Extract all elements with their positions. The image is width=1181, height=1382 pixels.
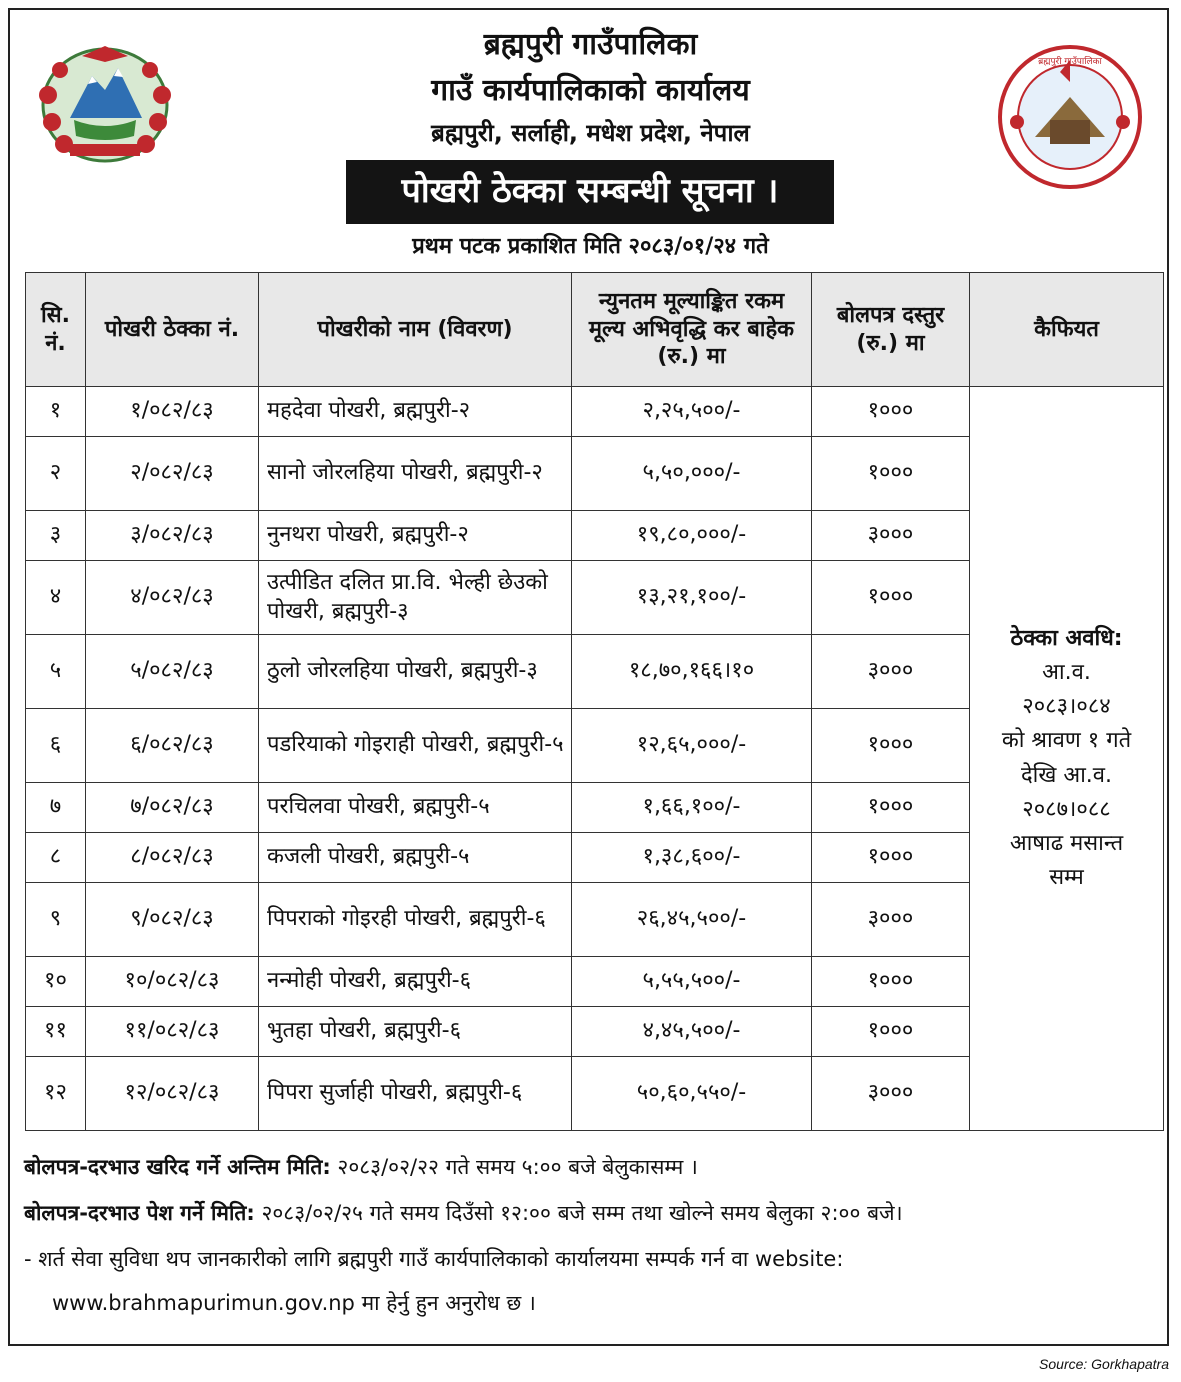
remark-line: देखि आ.व.	[1020, 762, 1113, 788]
cell-serial: ३	[26, 511, 86, 561]
source-credit: Source: Gorkhapatra	[1039, 1356, 1169, 1372]
remark-line: को श्रावण १ गते	[1001, 728, 1132, 754]
cell-serial: ११	[26, 1007, 86, 1057]
cell-contract-no: ६/०८२/८३	[86, 709, 259, 783]
cell-min-amount: ५,५०,०००/-	[572, 437, 812, 511]
cell-bid-fee: ३०००	[812, 883, 970, 957]
pond-contract-table	[25, 272, 1164, 1131]
cell-serial: २	[26, 437, 86, 511]
header-bid-fee: बोलपत्र दस्तुर (रु.) मा	[812, 273, 970, 387]
cell-serial: ६	[26, 709, 86, 783]
cell-serial: ८	[26, 833, 86, 883]
cell-contract-no: ११/०८२/८३	[86, 1007, 259, 1057]
purchase-label: बोलपत्र-दरभाउ खरिद गर्ने अन्तिम मिति:	[24, 1155, 331, 1179]
cell-min-amount: १,३८,६००/-	[572, 833, 812, 883]
cell-bid-fee: ३०००	[812, 511, 970, 561]
cell-serial: ७	[26, 783, 86, 833]
website-note: www.brahmapurimun.gov.np मा हेर्नु हुन अनुरोध छ ।	[52, 1291, 536, 1315]
cell-pond-name: उत्पीडित दलित प्रा.वि. भेल्ही छेउको पोखरी, ब्रह्मपुरी-३	[259, 561, 572, 635]
cell-pond-name: महदेवा पोखरी, ब्रह्मपुरी-२	[259, 387, 572, 437]
remark-line: आ.व.	[1042, 660, 1091, 686]
cell-remarks	[970, 387, 1164, 1131]
notice-title: पोखरी ठेक्का सम्बन्धी सूचना ।	[346, 160, 834, 224]
purchase-deadline	[24, 1153, 1164, 1181]
cell-pond-name: भुतहा पोखरी, ब्रह्मपुरी-६	[259, 1007, 572, 1057]
cell-contract-no: ५/०८२/८३	[86, 635, 259, 709]
cell-min-amount: ५,५५,५००/-	[572, 957, 812, 1007]
cell-bid-fee: ३०००	[812, 635, 970, 709]
cell-serial: १०	[26, 957, 86, 1007]
cell-bid-fee: १०००	[812, 833, 970, 883]
table-header-row	[26, 273, 1164, 387]
cell-bid-fee: १०००	[812, 709, 970, 783]
cell-min-amount: २,२५,५००/-	[572, 387, 812, 437]
cell-pond-name: कजली पोखरी, ब्रह्मपुरी-५	[259, 833, 572, 883]
cell-serial: ४	[26, 561, 86, 635]
cell-min-amount: ५०,६०,५५०/-	[572, 1057, 812, 1131]
header-contract-no: पोखरी ठेक्का नं.	[86, 273, 259, 387]
cell-contract-no: १/०८२/८३	[86, 387, 259, 437]
cell-bid-fee: ३०००	[812, 1057, 970, 1131]
cell-pond-name: ठुलो जोरलहिया पोखरी, ब्रह्मपुरी-३	[259, 635, 572, 709]
cell-contract-no: ८/०८२/८३	[86, 833, 259, 883]
contact-note: - शर्त सेवा सुविधा थप जानकारीको लागि ब्रह्मपुरी गाउँ कार्यपालिकाको कार्यालयमा सम्पर्क गर्न वा website:	[24, 1247, 844, 1271]
table-row	[26, 387, 1164, 437]
submit-label: बोलपत्र-दरभाउ पेश गर्ने मिति:	[24, 1201, 255, 1225]
cell-pond-name: पिपरा सुर्जाही पोखरी, ब्रह्मपुरी-६	[259, 1057, 572, 1131]
cell-serial: १२	[26, 1057, 86, 1131]
cell-contract-no: ९/०८२/८३	[86, 883, 259, 957]
cell-contract-no: ७/०८२/८३	[86, 783, 259, 833]
cell-contract-no: २/०८२/८३	[86, 437, 259, 511]
cell-pond-name: सानो जोरलहिया पोखरी, ब्रह्मपुरी-२	[259, 437, 572, 511]
remark-title: ठेक्का अवधि:	[1010, 626, 1123, 652]
publish-date: प्रथम पटक प्रकाशित मिति २०८३/०१/२४ गते	[412, 234, 769, 259]
cell-contract-no: १२/०८२/८३	[86, 1057, 259, 1131]
cell-contract-no: १०/०८२/८३	[86, 957, 259, 1007]
cell-min-amount: १२,६५,०००/-	[572, 709, 812, 783]
remark-line: सम्म	[1049, 864, 1084, 890]
cell-contract-no: ४/०८२/८३	[86, 561, 259, 635]
cell-bid-fee: १०००	[812, 1007, 970, 1057]
cell-bid-fee: १०००	[812, 561, 970, 635]
cell-min-amount: १३,२१,१००/-	[572, 561, 812, 635]
purchase-value: २०८३/०२/२२ गते समय ५:०० बजे बेलुकासम्म ।	[337, 1155, 698, 1179]
cell-bid-fee: १०००	[812, 437, 970, 511]
cell-min-amount: १९,८०,०००/-	[572, 511, 812, 561]
svg-text:ब्रह्मपुरी गाउँपालिका: ब्रह्मपुरी गाउँपालिका	[1038, 57, 1102, 67]
header-min-amount: न्युनतम मूल्याङ्कित रकम मूल्य अभिवृद्धि कर बाहेक (रु.) मा	[572, 273, 812, 387]
remark-line: आषाढ मसान्त	[1009, 830, 1124, 856]
remark-line: २०८३।०८४	[1022, 694, 1111, 720]
submit-value: २०८३/०२/२५ गते समय दिउँसो १२:०० बजे सम्म तथा खोल्ने समय बेलुका २:०० बजे।	[261, 1201, 903, 1225]
cell-min-amount: ४,४५,५००/-	[572, 1007, 812, 1057]
cell-serial: १	[26, 387, 86, 437]
header-serial: सि. नं.	[26, 273, 86, 387]
cell-min-amount: १८,७०,१६६।१०	[572, 635, 812, 709]
cell-bid-fee: १०००	[812, 387, 970, 437]
cell-pond-name: परचिलवा पोखरी, ब्रह्मपुरी-५	[259, 783, 572, 833]
cell-bid-fee: १०००	[812, 957, 970, 1007]
cell-contract-no: ३/०८२/८३	[86, 511, 259, 561]
cell-pond-name: नुनथरा पोखरी, ब्रह्मपुरी-२	[259, 511, 572, 561]
cell-serial: ५	[26, 635, 86, 709]
office-name: ब्रह्मपुरी गाउँपालिका	[483, 27, 698, 62]
office-subtitle: गाउँ कार्यपालिकाको कार्यालय	[431, 73, 750, 108]
cell-pond-name: नन्मोही पोखरी, ब्रह्मपुरी-६	[259, 957, 572, 1007]
remark-line: २०८७।०८८	[1022, 796, 1111, 822]
cell-pond-name: पडरियाको गोइराही पोखरी, ब्रह्मपुरी-५	[259, 709, 572, 783]
cell-min-amount: २६,४५,५००/-	[572, 883, 812, 957]
office-address: ब्रह्मपुरी, सर्लाही, मधेश प्रदेश, नेपाल	[431, 119, 750, 147]
cell-min-amount: १,६६,१००/-	[572, 783, 812, 833]
header-pond-name: पोखरीको नाम (विवरण)	[259, 273, 572, 387]
cell-bid-fee: १०००	[812, 783, 970, 833]
cell-serial: ९	[26, 883, 86, 957]
cell-pond-name: पिपराको गोइरही पोखरी, ब्रह्मपुरी-६	[259, 883, 572, 957]
header-remarks: कैफियत	[970, 273, 1164, 387]
submission-date	[24, 1199, 1164, 1227]
